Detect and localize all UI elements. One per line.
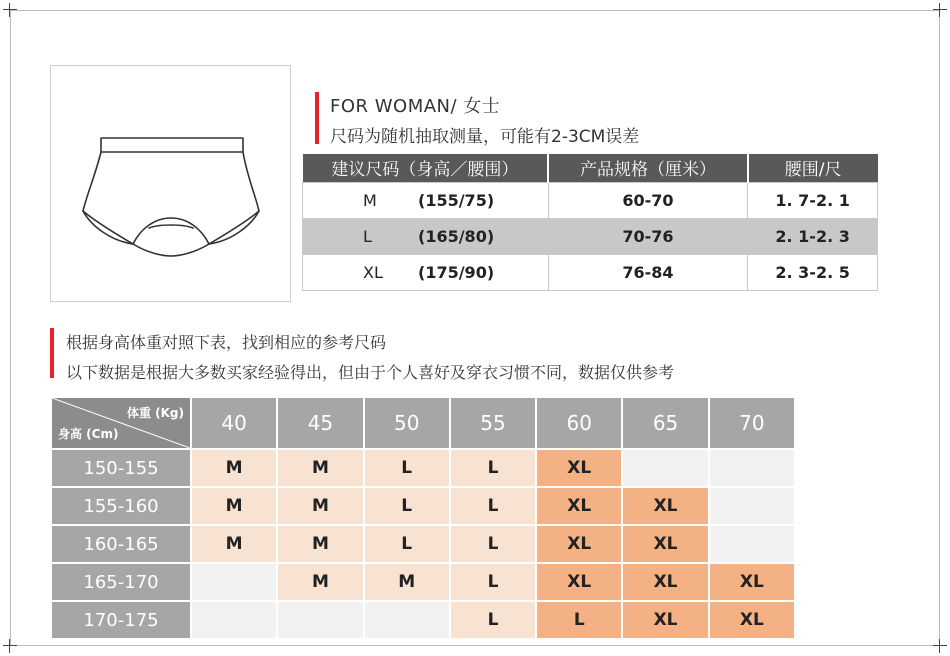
size-recommendation-cell: M — [192, 450, 276, 486]
size-recommendation-cell: XL — [537, 488, 621, 524]
height-weight-grid — [50, 396, 796, 640]
size-recommendation-cell: XL — [537, 564, 621, 600]
spec-cell: 60-70 — [548, 182, 748, 218]
waist-cell: 1. 7-2. 1 — [748, 182, 878, 218]
size-recommendation-cell — [623, 450, 707, 486]
product-illustration — [50, 65, 291, 302]
weight-axis-label: 体重 (Kg) — [126, 406, 184, 420]
height-row-header: 150-155 — [52, 450, 190, 486]
section-title: FOR WOMAN/ 女士 — [330, 96, 501, 117]
weight-column-header: 60 — [537, 398, 621, 448]
size-recommendation-cell — [710, 526, 794, 562]
grid-row — [52, 602, 794, 638]
size-recommendation-cell: M — [278, 488, 362, 524]
weight-column-header: 65 — [623, 398, 707, 448]
size-recommendation-cell: XL — [537, 526, 621, 562]
table-row — [303, 218, 878, 254]
size-recommendation-cell: XL — [710, 564, 794, 600]
size-recommendation-cell: L — [365, 526, 449, 562]
size-recommendation-cell: XL — [710, 602, 794, 638]
table-row — [303, 182, 878, 218]
size-recommendation-cell — [278, 602, 362, 638]
grid-row — [52, 450, 794, 486]
col-header-waist: 腰围/尺 — [748, 154, 878, 182]
size-recommendation-cell — [192, 602, 276, 638]
guide-disclaimer: 以下数据是根据大多数买家经验得出，但由于个人喜好及穿衣习惯不同，数据仅供参考 — [66, 363, 675, 382]
size-spec-table — [302, 154, 878, 291]
grid-row — [52, 488, 794, 524]
weight-column-header: 45 — [278, 398, 362, 448]
col-header-spec: 产品规格（厘米） — [548, 154, 748, 182]
weight-column-header: 50 — [365, 398, 449, 448]
grid-row — [52, 526, 794, 562]
size-recommendation-cell: L — [365, 488, 449, 524]
size-recommendation-cell: L — [451, 602, 535, 638]
size-recommendation-cell: L — [365, 450, 449, 486]
size-recommendation-cell: M — [192, 526, 276, 562]
size-recommendation-cell: XL — [623, 526, 707, 562]
size-recommendation-cell — [365, 602, 449, 638]
size-recommendation-cell — [710, 450, 794, 486]
accent-bar — [315, 92, 319, 144]
height-row-header: 170-175 — [52, 602, 190, 638]
grid-row — [52, 564, 794, 600]
col-header-size: 建议尺码（身高／腰围） — [303, 154, 549, 182]
size-recommendation-cell: XL — [623, 488, 707, 524]
size-recommendation-cell: L — [451, 488, 535, 524]
height-row-header: 160-165 — [52, 526, 190, 562]
weight-column-header: 55 — [451, 398, 535, 448]
size-cell: L (165/80) — [303, 218, 549, 254]
measurement-note: 尺码为随机抽取测量，可能有2-3CM误差 — [330, 127, 640, 147]
height-row-header: 165-170 — [52, 564, 190, 600]
corner-mark-icon — [3, 639, 17, 653]
size-recommendation-cell — [710, 488, 794, 524]
size-recommendation-cell — [192, 564, 276, 600]
height-axis-label: 身高 (Cm) — [58, 427, 119, 441]
size-cell: M (155/75) — [303, 182, 549, 218]
size-cell: XL (175/90) — [303, 254, 549, 290]
size-recommendation-cell: M — [365, 564, 449, 600]
size-recommendation-cell: XL — [623, 564, 707, 600]
weight-column-header: 70 — [710, 398, 794, 448]
size-recommendation-cell: L — [537, 602, 621, 638]
size-recommendation-cell: M — [192, 488, 276, 524]
spec-cell: 76-84 — [548, 254, 748, 290]
grid-corner-header — [52, 398, 190, 448]
briefs-icon — [51, 66, 292, 303]
waist-cell: 2. 3-2. 5 — [748, 254, 878, 290]
size-recommendation-cell: M — [278, 564, 362, 600]
height-row-header: 155-160 — [52, 488, 190, 524]
corner-mark-icon — [933, 3, 947, 17]
size-recommendation-cell: L — [451, 526, 535, 562]
corner-mark-icon — [3, 3, 17, 17]
spec-cell: 70-76 — [548, 218, 748, 254]
waist-cell: 2. 1-2. 3 — [748, 218, 878, 254]
guide-title: 根据身高体重对照下表，找到相应的参考尺码 — [66, 333, 387, 352]
size-recommendation-cell: L — [451, 564, 535, 600]
weight-column-header: 40 — [192, 398, 276, 448]
size-recommendation-cell: XL — [537, 450, 621, 486]
table-row — [303, 254, 878, 290]
size-recommendation-cell: XL — [623, 602, 707, 638]
accent-bar — [50, 328, 54, 378]
corner-mark-icon — [933, 639, 947, 653]
size-recommendation-cell: L — [451, 450, 535, 486]
size-recommendation-cell: M — [278, 526, 362, 562]
size-recommendation-cell: M — [278, 450, 362, 486]
